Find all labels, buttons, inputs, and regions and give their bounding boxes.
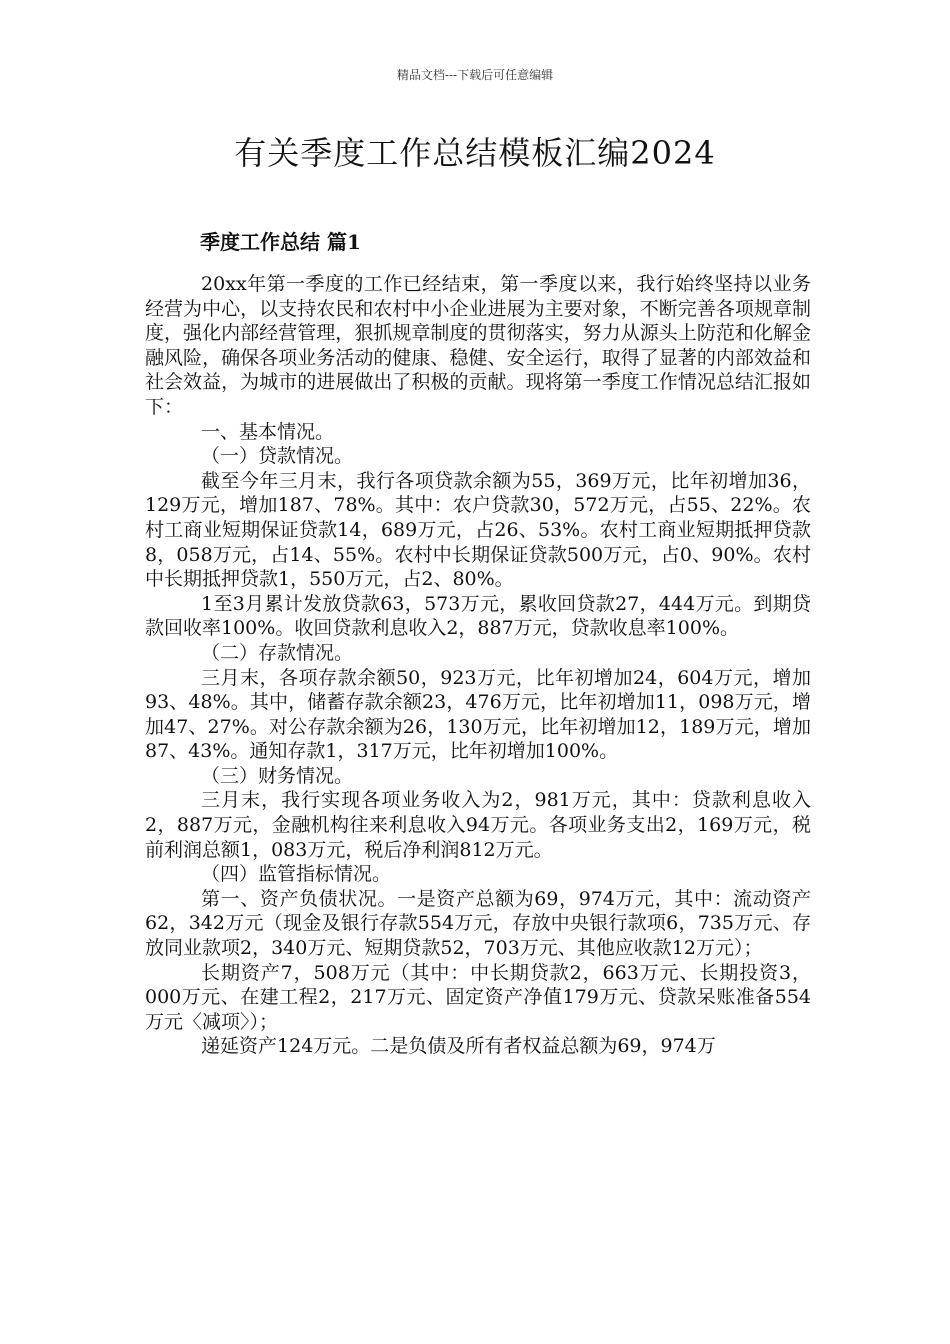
page-header-note: 精品文档---下载后可任意编辑 [396, 68, 554, 82]
subheading-finance: （三）财务情况。 [201, 764, 354, 787]
subheading-loans: （一）贷款情况。 [201, 445, 354, 468]
document-body [145, 272, 811, 1059]
paragraph-intro: 20xx年第一季度的工作已经结束，第一季度以来，我行始终坚持以业务经营为中心，以支持农民和农村中小企业进展为主要对象，不断完善各项规章制度，强化内部经营管理，狠抓规章制度的贯彻落实，努力从源头上防范和化解金融风险，确保各项业务活动的健康、稳健、安全运行，取得了显著的内部效益和社会效益，为城市的进展做出了积极的贡献。现将第一季度工作情况总结汇报如下： [145, 273, 811, 418]
subheading-regulatory-indicators: （四）监管指标情况。 [201, 863, 392, 886]
paragraph-long-term-assets: 长期资产7，508万元（其中：中长期贷款2，663万元、长期投资3，000万元、在建工程2，217万元、固定资产净值179万元、贷款呆账准备554万元〈减项〉）； [145, 961, 811, 1033]
paragraph-deposit-balance: 三月末，各项存款余额50，923万元，比年初增加24，604万元，增加93、48%。其中，储蓄存款余额23，476万元，比年初增加11，098万元，增加47、27%。对公存款余额为26，130万元，比年初增加12，189万元，增加87、43%。通知存款1，317万元，比年初增加100%。 [145, 666, 811, 763]
paragraph-deferred-assets: 递延资产124万元。二是负债及所有者权益总额为69，974万 [201, 1035, 716, 1058]
paragraph-loan-issuance: 1至3月累计发放贷款63，573万元，累收回贷款27，444万元。到期贷款回收率100%。收回贷款利息收入2，887万元，贷款收息率100%。 [145, 592, 811, 640]
heading-basic-situation: 一、基本情况。 [201, 420, 335, 443]
document-title: 有关季度工作总结模板汇编2024 [234, 134, 716, 172]
section-heading: 季度工作总结 篇1 [200, 230, 361, 254]
paragraph-finance: 三月末，我行实现各项业务收入为2，981万元，其中：贷款利息收入2，887万元，金融机构往来利息收入94万元。各项业务支出2，169万元，税前利润总额1，083万元，税后净利润812万元。 [145, 789, 811, 861]
subheading-deposits: （二）存款情况。 [201, 641, 354, 664]
paragraph-loan-balance: 截至今年三月末，我行各项贷款余额为55，369万元，比年初增加36，129万元，增加187、78%。其中：农户贷款30，572万元，占55、22%。农村工商业短期保证贷款14，689万元，占26、53%。农村工商业短期抵押贷款8，058万元，占14、55%。农村中长期保证贷款500万元，占0、90%。农村中长期抵押贷款1，550万元，占2、80%。 [145, 469, 811, 591]
paragraph-assets: 第一、资产负债状况。一是资产总额为69，974万元，其中：流动资产62，342万元（现金及银行存款554万元，存放中央银行款项6，735万元、存放同业款项2，340万元、短期贷款52，703万元、其他应收款12万元）； [145, 887, 811, 960]
